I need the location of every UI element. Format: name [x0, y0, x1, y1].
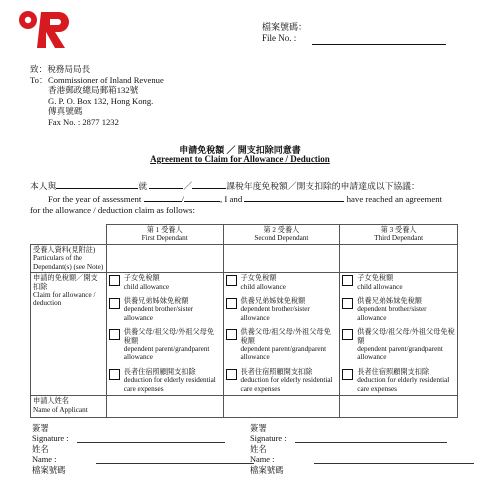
option-cn: 供養兄弟姊妹免稅額 [123, 297, 189, 306]
dep2-parent-allowance-option[interactable] [226, 328, 338, 362]
dep3-child-allowance-option[interactable] [342, 274, 455, 291]
option-cn: 長者住宿照顧開支扣除 [240, 367, 313, 376]
applicant-en: Name of Applicant [33, 405, 88, 414]
year-from-blank-cn[interactable] [149, 180, 183, 189]
fax-number: Fax No. : 2877 1232 [48, 116, 119, 127]
dep3-parent-allowance-option[interactable] [342, 328, 455, 362]
address-block [30, 64, 164, 128]
option-en: child allowance [123, 282, 170, 291]
option-en: deduction for elderly residential care expenses [357, 376, 450, 393]
option-en: deduction for elderly residential care expenses [123, 376, 216, 393]
dep1-cn: 第 1 受養人 [146, 226, 183, 234]
dep3-applicant-field[interactable] [340, 396, 458, 418]
year-to-blank-en[interactable] [181, 193, 220, 204]
claim-row [31, 273, 458, 396]
claim-label [31, 273, 107, 396]
dep2-particulars-field[interactable] [223, 245, 340, 273]
para-en-a: For the year of assessment [48, 194, 142, 204]
address-en: G. P. O. Box 132, Hong Kong. [48, 95, 154, 106]
form-title-en: Agreement to Claim for Allowance / Deduction [150, 154, 330, 164]
file-no-label [262, 22, 307, 44]
dep1-en: First Dependant [141, 234, 188, 243]
claim-label-cn: 申請的免稅額／開支扣除 [33, 274, 98, 291]
option-cn: 供養父母/祖父母/外祖父母免稅額 [240, 328, 331, 345]
file-label-cn: 檔案號碼 [250, 465, 284, 475]
option-en: deduction for elderly residential care expenses [240, 376, 333, 393]
option-cn: 子女免稅額 [240, 274, 277, 283]
dep3-elderly-care-option[interactable] [342, 368, 455, 393]
checkbox[interactable] [342, 298, 353, 309]
file-no-label-en: File No. : [262, 33, 297, 43]
para-cn-d: 課稅年度免稅額／開支扣除的申請達成以下協議： [226, 181, 420, 191]
option-en: dependent parent/grandparent allowance [357, 345, 443, 362]
dep3-en: Third Dependant [374, 234, 424, 243]
checkbox[interactable] [226, 369, 237, 380]
dep1-child-allowance-option[interactable] [109, 274, 221, 291]
name-field-right[interactable] [314, 463, 474, 464]
applicant-row [31, 396, 458, 418]
name-field-left[interactable] [96, 463, 254, 464]
option-cn: 供養父母/祖父母/外祖父母免稅額 [123, 328, 215, 345]
option-en: dependent brother/sister allowance [357, 305, 427, 322]
spouse-name-blank[interactable] [56, 180, 138, 189]
address-cn: 香港郵政總局郵箱132號 [48, 85, 139, 96]
dep1-applicant-field[interactable] [106, 396, 223, 418]
applicant-cn: 申請人姓名 [33, 397, 69, 406]
checkbox[interactable] [109, 298, 120, 309]
name-label-en: Name : [32, 455, 57, 465]
dep2-elderly-care-option[interactable] [226, 368, 338, 393]
year-to-blank-cn[interactable] [192, 180, 226, 189]
dep2-sibling-allowance-option[interactable] [226, 297, 338, 322]
checkbox[interactable] [226, 329, 237, 340]
option-en: child allowance [240, 282, 286, 291]
claim-label-en: Claim for allowance / deduction [33, 291, 96, 308]
para-cn-c: ／ [183, 181, 193, 191]
dep2-claim-options [223, 273, 340, 396]
name-label-cn: 姓名 [32, 444, 49, 454]
dep1-parent-allowance-option[interactable] [109, 328, 221, 362]
dep3-cn: 第 3 受養人 [380, 226, 417, 234]
to-label: To： [30, 74, 48, 85]
checkbox[interactable] [109, 329, 120, 340]
checkbox[interactable] [109, 275, 120, 286]
dependant-header-row [31, 225, 458, 245]
checkbox[interactable] [226, 298, 237, 309]
checkbox[interactable] [109, 369, 120, 380]
dep2-en: Second Dependant [254, 234, 309, 243]
checkbox[interactable] [342, 369, 353, 380]
para-en-e: for the allowance / deduction claim as follows: [30, 205, 195, 215]
checkbox[interactable] [342, 275, 353, 286]
name-label-en: Name : [250, 455, 275, 465]
option-cn: 子女免稅額 [123, 274, 160, 283]
ird-logo [16, 8, 86, 52]
first-dependant-header [106, 225, 223, 245]
dep2-applicant-field[interactable] [223, 396, 340, 418]
file-label-cn: 檔案號碼 [32, 465, 66, 475]
para-en-c: , I and [219, 194, 243, 204]
spouse-name-blank-en[interactable] [244, 193, 344, 202]
option-cn: 長者住宿照顧開支扣除 [357, 367, 430, 376]
third-dependant-header [340, 225, 458, 245]
sig-label-cn: 簽署 [250, 424, 267, 433]
file-no-label-cn: 檔案號碼： [262, 22, 308, 32]
para-en-b: / [181, 194, 184, 204]
option-en: dependent parent/grandparent allowance [123, 345, 210, 362]
option-en: dependent brother/sister allowance [240, 305, 310, 322]
name-label-cn: 姓名 [250, 444, 267, 454]
particulars-label [31, 245, 107, 273]
option-cn: 供養兄弟姊妹免稅額 [357, 297, 422, 306]
second-dependant-header [223, 225, 340, 245]
para-cn-a: 本人與 [30, 181, 57, 191]
dep3-sibling-allowance-option[interactable] [342, 297, 455, 322]
to-line-cn: 致：稅務局局長 [30, 64, 91, 74]
dep1-claim-options [106, 273, 223, 396]
fax-label-cn: 傳真號碼 [48, 106, 83, 117]
dep2-child-allowance-option[interactable] [226, 274, 338, 291]
checkbox[interactable] [342, 329, 353, 340]
sig-label-cn: 簽署 [32, 424, 49, 433]
signature-block-left [32, 424, 254, 476]
option-cn: 供養父母/祖父母/外祖父母免稅額 [357, 328, 455, 345]
sig-label-en: Signature : [32, 434, 69, 444]
signature-block-right [250, 424, 474, 476]
para-en-d: have reached an agreement [346, 194, 443, 204]
form-title-cn: 申請免稅額 ／ 開支扣除同意書 [179, 145, 301, 155]
dep1-particulars-field[interactable] [106, 245, 223, 273]
option-en: child allowance [357, 282, 403, 291]
option-cn: 長者住宿照顧開支扣除 [123, 367, 196, 376]
option-cn: 子女免稅額 [357, 274, 394, 283]
dep3-particulars-field[interactable] [340, 245, 458, 273]
dep1-sibling-allowance-option[interactable] [109, 297, 221, 322]
signature-field-right[interactable] [295, 442, 447, 443]
particulars-en: Particulars of the Dependant(s) (see Note) [33, 254, 104, 271]
applicant-label [31, 396, 107, 418]
option-en: dependent brother/sister allowance [123, 305, 194, 322]
sig-label-en: Signature : [250, 434, 287, 444]
signature-field-left[interactable] [77, 442, 225, 443]
year-from-blank-en[interactable] [144, 193, 182, 202]
particulars-row [31, 245, 458, 273]
recipient-en: Commissioner of Inland Revenue [48, 74, 164, 85]
option-en: dependent parent/grandparent allowance [240, 345, 327, 362]
dep2-cn: 第 2 受養人 [263, 226, 300, 234]
para-cn-b: 就 [138, 181, 148, 191]
particulars-cn: 受養人資料(見附註) [33, 246, 96, 254]
file-no-field[interactable] [312, 44, 446, 45]
option-cn: 供養兄弟姊妹免稅額 [240, 297, 306, 306]
claim-table [30, 224, 458, 418]
dep3-claim-options [340, 273, 458, 396]
header-corner [31, 225, 107, 245]
dep1-elderly-care-option[interactable] [109, 368, 221, 393]
agreement-paragraph [30, 180, 470, 217]
checkbox[interactable] [226, 275, 237, 286]
